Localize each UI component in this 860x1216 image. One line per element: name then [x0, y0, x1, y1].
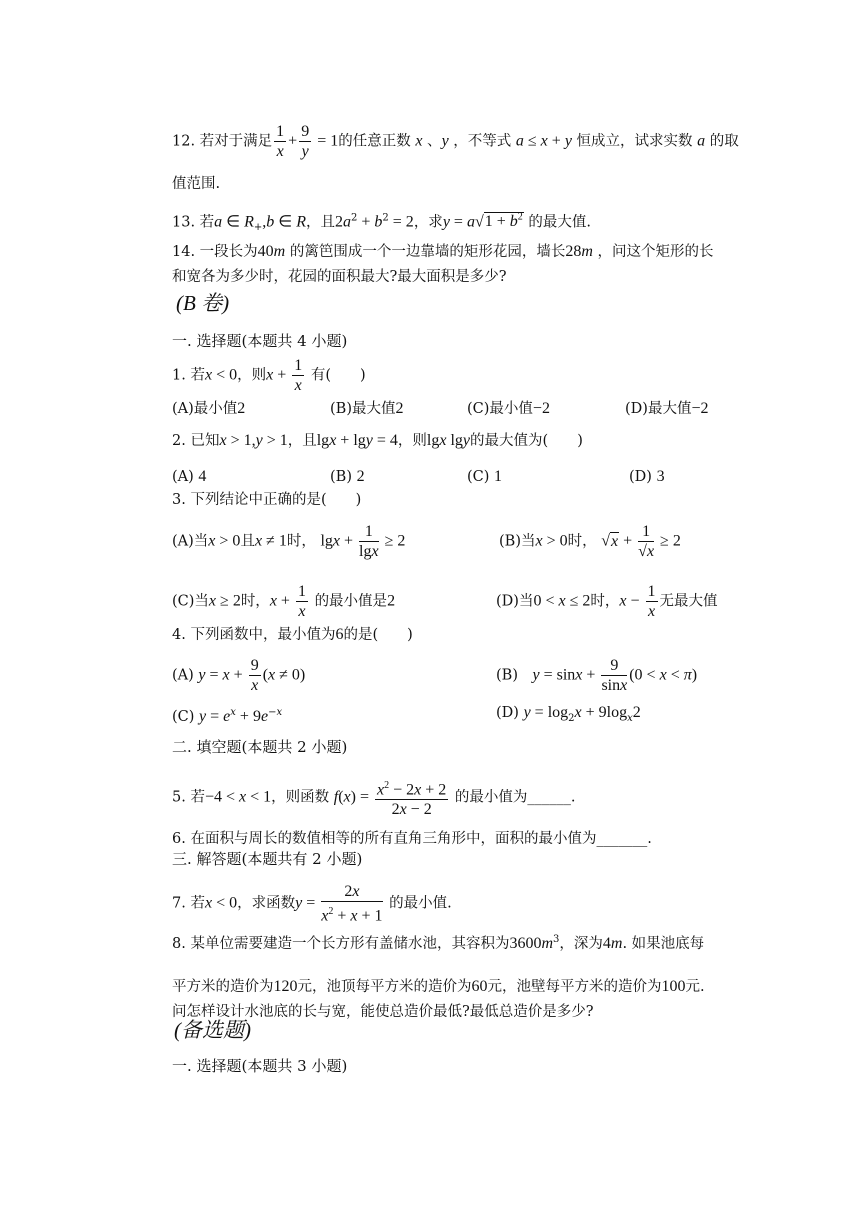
b-question-2: 2. 已知x > 1,y > 1，且lgx + lgy = 4，则lgx lgy的最大值为( ) [172, 432, 583, 449]
b-part2-heading: 二. 填空题(本题共 2 小题) [172, 738, 348, 756]
question-14-line2: 和宽各为多少时，花园的面积最大?最大面积是多少? [172, 269, 507, 285]
b-question-5: 5. 若−4 < x < 1，则函数 f(x) = $\frac{x^2 - 2x + 2}{2x - 2}$ 的最小值为______. [172, 776, 576, 819]
b2-option-a: (A) 4 [172, 468, 207, 485]
b1-option-d: (D)最大值−2 [625, 400, 709, 417]
b3-option-a: (A)当x > 0且x ≠ 1时， lgx + $\frac{1}{\lg x}$ ≥ 2 [172, 523, 406, 560]
extra-section-heading: (备选题) [174, 1018, 251, 1042]
extra-part1-heading: 一. 选择题(本题共 3 小题) [172, 1057, 348, 1075]
question-14-line1: 14. 一段长为40m 的篱笆围成一个一边靠墙的矩形花园，墙长28m ，问这个矩形的长 [172, 243, 714, 260]
b4-option-a: (A) y = x + $\frac{9}{x}$ (x ≠ 0) [172, 657, 306, 694]
b1-option-c: (C)最小值−2 [467, 400, 550, 417]
question-12-line1: 12. 若对于满足 $\frac{1}{x}$ + $\frac{9}{y}$ = 1的任意正数 x 、y ，不等式 a ≤ x + y 恒成立，试求实数 a 的取 [172, 123, 739, 160]
b1-option-b: (B)最大值2 [330, 400, 404, 417]
fraction-1-over-sqrtx: $\frac{1}{√x}$ [638, 523, 655, 560]
question-13: 13. 若a ∈ $R_+,b$ ∈ R，且$2a^2 + b^2 = 2$，求$y = a√1 + b^2$ 的最大值. [172, 212, 591, 234]
b3-option-c: (C)当x ≥ 2时，x + $\frac{1}{x}$ 的最小值是2 [172, 583, 396, 620]
fraction-1-over-lgx: $\frac{1}{\lg x}$ [359, 523, 379, 560]
b4-option-b: (B) y = sinx + $\frac{9}{\sin x}$ (0 < x < π) [496, 657, 698, 694]
b4-option-c: (C) $y = e^x + 9e^{-x}$ [172, 707, 283, 725]
b-question-4: 4. 下列函数中，最小值为6的是( ) [172, 626, 413, 643]
b-question-1: 1. 若x < 0，则x + $\frac{1}{x}$ 有( ) [172, 357, 366, 394]
question-12-line2: 值范围. [172, 176, 221, 192]
fraction-9-over-sinx: $\frac{9}{\sin x}$ [601, 657, 628, 694]
b-question-8-line2: 平方米的造价为120元，池顶每平方米的造价为60元，池壁每平方米的造价为100元. [172, 978, 705, 995]
b3-option-b: (B)当x > 0时， √x + $\frac{1}{√x}$ ≥ 2 [499, 523, 681, 560]
fraction-1-over-x: $\frac{1}{x}$ [276, 123, 285, 160]
b2-option-d: (D) 3 [629, 468, 665, 485]
b2-option-b: (B) 2 [330, 468, 365, 485]
section-b-heading: (B 卷) [176, 291, 230, 315]
b4-option-d: (D) $y = \log_2x + 9\log_x2$ [496, 704, 641, 724]
b1-option-a: (A)最小值2 [172, 400, 246, 417]
fraction-1-over-x: $\frac{1}{x}$ [294, 357, 303, 394]
b2-option-c: (C) 1 [467, 468, 503, 485]
b-question-3: 3. 下列结论中正确的是( ) [172, 492, 362, 508]
b-question-6: 6. 在面积与周长的数值相等的所有直角三角形中，面积的最小值为_______. [172, 831, 652, 847]
fraction-1-over-x: $\frac{1}{x}$ [297, 583, 306, 620]
b-question-8-line1: 8. 某单位需要建造一个长方形有盖储水池，其容积为$3600m^3$，深为4m. 如果池底每 [172, 934, 705, 952]
b-part1-heading: 一. 选择题(本题共 4 小题) [172, 332, 348, 350]
fraction-9-over-x: $\frac{9}{x}$ [250, 657, 259, 694]
fraction-1-over-x: $\frac{1}{x}$ [647, 583, 656, 620]
b3-option-d: (D)当0 < x ≤ 2时，x − $\frac{1}{x}$ 无最大值 [496, 583, 718, 620]
fraction-2x-over-quadratic: $\frac{2x}{x^2 + x + 1}$ [321, 883, 383, 925]
b-question-8-line3: 问怎样设计水池底的长与宽，能使总造价最低?最低总造价是多少? [172, 1004, 594, 1020]
fraction-f-of-x: $\frac{x^2 - 2x + 2}{2x - 2}$ [375, 776, 448, 819]
b-part3-heading: 三. 解答题(本题共有 2 小题) [172, 850, 363, 868]
fraction-9-over-y: $\frac{9}{y}$ [301, 123, 310, 160]
b-question-7: 7. 若x < 0，求函数y = $\frac{2x}{x^2 + x + 1}$ 的最小值. [172, 883, 452, 925]
